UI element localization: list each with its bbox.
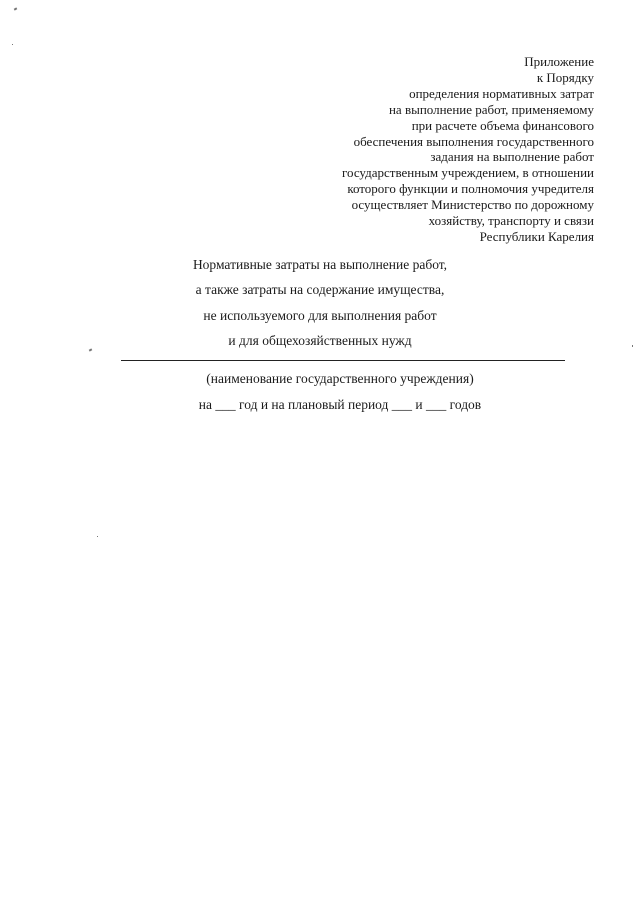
appendix-line: Республики Карелия	[479, 228, 594, 244]
appendix-line: к Порядку	[536, 69, 594, 85]
appendix-line: Приложение	[524, 54, 594, 69]
appendix-line: обеспечения выполнения государственного	[353, 133, 594, 149]
appendix-line: при расчете объема финансового	[411, 117, 594, 133]
appendix-line: которого функции и полномочия учредителя	[347, 181, 594, 197]
title-line: Нормативные затраты на выполнение работ,	[192, 257, 448, 272]
appendix-line: определения нормативных затрат	[409, 85, 594, 101]
title-line: а также затраты на содержание имущества,	[195, 282, 445, 298]
document-title	[0, 252, 640, 353]
appendix-line: на выполнение работ, применяемому	[388, 101, 594, 117]
title-line: и для общехозяйственных нужд	[228, 332, 412, 348]
appendix-line: государственным учреждением, в отношении	[342, 165, 594, 181]
scan-speck	[632, 345, 633, 347]
scan-speck	[97, 536, 98, 537]
scan-speck	[12, 44, 13, 45]
institution-caption: (наименование государственного учреждения)	[206, 371, 474, 386]
appendix-line: осуществляет Министерство по дорожному	[351, 197, 594, 213]
scan-speck	[14, 7, 18, 10]
appendix-header	[342, 54, 594, 245]
appendix-line: хозяйству, транспорту и связи	[428, 213, 594, 229]
title-line: не используемого для выполнения работ	[203, 307, 437, 323]
appendix-line: задания на выполнение работ	[430, 149, 594, 165]
period-line: на ___ год и на плановый период ___ и ___ годов	[198, 397, 482, 412]
institution-name-line	[121, 360, 565, 361]
